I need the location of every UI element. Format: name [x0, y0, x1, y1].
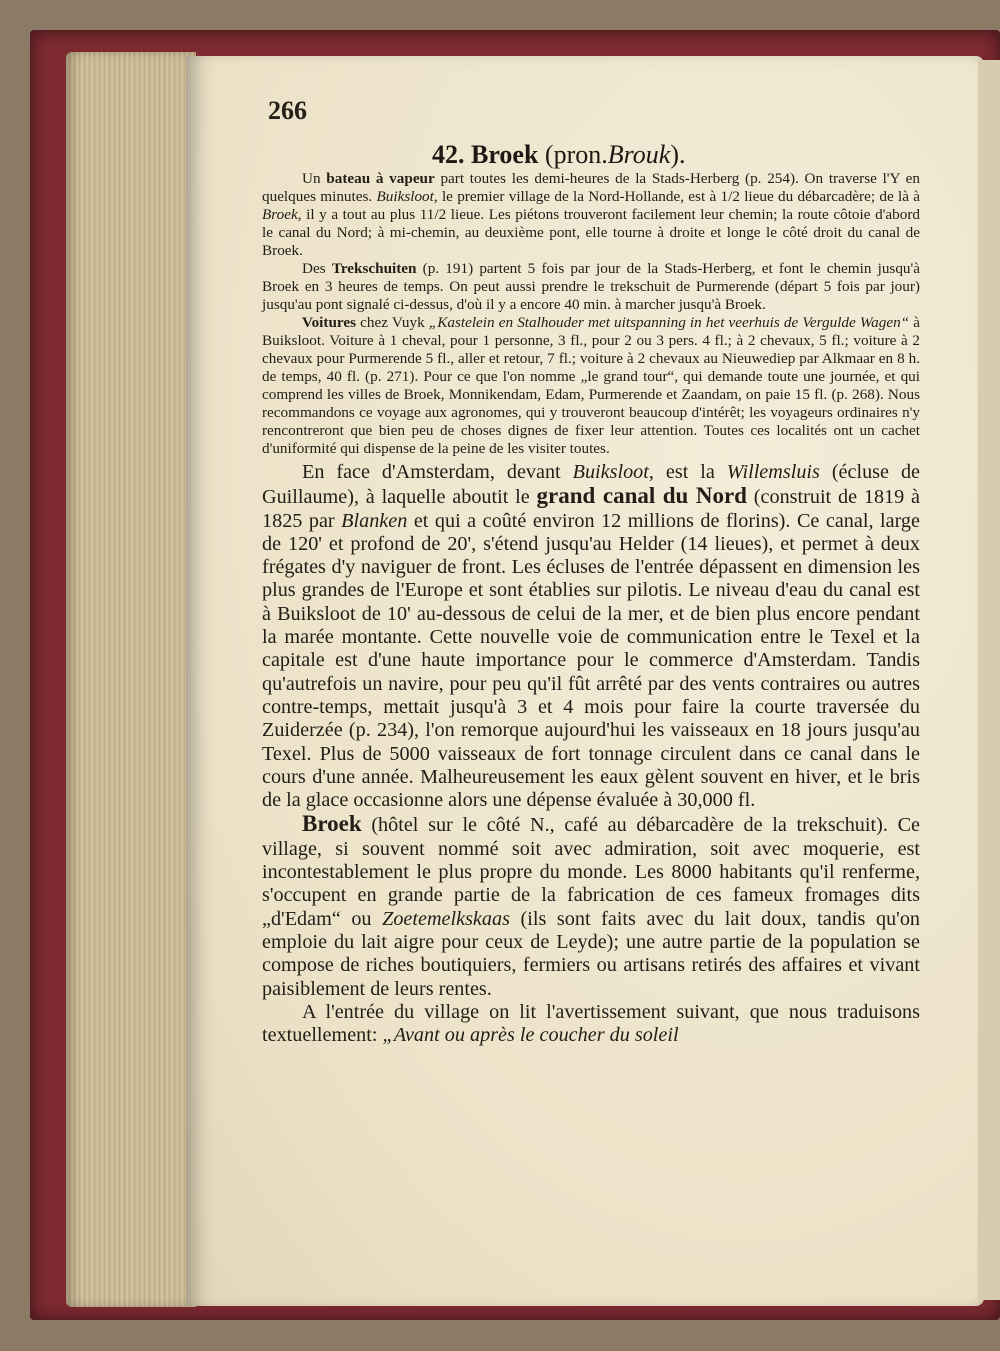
- paragraph-trekschuiten: [262, 260, 920, 314]
- text-run: bateau à vapeur: [326, 170, 435, 187]
- text-run: „Avant ou après le coucher du soleil: [382, 1024, 679, 1047]
- text-run: (écluse de Guillaume), à laquelle aboutit le: [262, 461, 920, 509]
- pron-prefix: (pron.: [544, 140, 608, 169]
- page-text: [262, 170, 920, 1047]
- paragraph-canal: [262, 461, 920, 812]
- text-run: , il y a tout au plus 11/2 lieue. Les piétons trouveront facilement leur chemin; la route côtoie d'abord le canal du Nord; à mi-chemin, au deuxième pont, elle tourne à droite et longe le côté droit du canal de Broek.: [262, 206, 920, 259]
- section-title: [432, 140, 686, 170]
- pronunciation: Brouk: [607, 140, 671, 169]
- text-run: Un: [302, 170, 327, 187]
- text-run: Broek: [262, 206, 298, 223]
- paragraph-avertissement: [262, 1001, 920, 1048]
- text-run: (construit de 1819 à 1825 par: [262, 486, 920, 532]
- pron-suffix: ).: [670, 140, 686, 169]
- page-edges: [66, 52, 196, 1307]
- text-run: Buiksloot: [376, 188, 434, 205]
- section-name: Broek: [471, 140, 539, 169]
- text-run: Buiksloot: [572, 461, 649, 483]
- text-run: Willemsluis: [726, 461, 820, 483]
- text-run: Blanken: [341, 509, 408, 532]
- text-run: A l'entrée du village on lit l'avertissement suivant, que nous traduisons textuellement:: [262, 1000, 920, 1047]
- text-run: grand canal du Nord: [536, 483, 747, 509]
- text-run: et qui a coûté environ 12 millions de florins). Ce canal, large de 120' et profond de 20', s'étend jusqu'au Helder (14 lieues), et permet à deux frégates d'y naviguer de front. Les écluses de l'entrée dépassent en dimension les plus grandes de l'Europe et sont établies sur pilotis. Le niveau d'eau du canal est à Buiksloot de 10' au-dessous de celui de la mer, et de bien plus encore pendant la marée montante. Cette nouvelle voie de communication entre le Texel et la capitale est d'une haute importance pour le commerce d'Amsterdam. Tandis qu'autrefois un navire, pour peu qu'il fût arrêté par des vents contraires ou autres contre-temps, mettait jusqu'à 3 et 4 mois pour faire la courte traversée du Zuiderzée (p. 234), l'on remorque aujourd'hui les vaisseaux en 18 jours jusqu'au Texel. Plus de 5000 vaisseaux de fort tonnage circulent dans ce canal dans le cours d'une année. Malheureusement les eaux gèlent souvent en hiver, et le bris de la glace occasionne alors une dépense évaluée à 30,000 fl.: [262, 509, 920, 812]
- text-run: à Buiksloot. Voiture à 1 cheval, pour 1 personne, 3 fl., pour 2 ou 3 pers. 4 fl.; à 2 chevaux, 5 fl.; voiture à 2 chevaux pour Purmerende 5 fl., aller et retour, 7 fl.; voiture à 2 chevaux au Nieuwediep par Alkmaar en 8 h. de temps, 40 fl. (p. 271). Pour ce que l'on nomme „le grand tour“, qui demande toute une journée, et qui comprend les villes de Broek, Monnikendam, Edam, Purmerende et Zaandam, on paie 15 fl. (p. 268). Nous recommandons ce voyage aux agronomes, qui y trouveront beaucoup d'intérêt; les voyageurs ordinaires n'y rencontreront que bien peu de choses dignes de fixer leur attention. Toutes ces localités ont un cachet d'uniformité qui dispense de la peine de les visiter toutes.: [262, 314, 920, 457]
- text-run: (hôtel sur le côté N., café au débarcadère de la trekschuit). Ce village, si souvent nommé soit avec admiration, soit avec moquerie, est incontestablement le plus propre du monde. Les 8000 habitants qu'il renferme, s'occupent en grande partie de la fabrication de ces fameux fromages dits „d'Edam“ ou: [262, 814, 920, 930]
- text-run: , est la: [648, 461, 727, 483]
- section-number: 42.: [432, 140, 465, 169]
- paragraph-steamboat: [262, 170, 920, 260]
- text-run: part toutes les demi-heures de la Stads-Herberg (p. 254). On traverse l'Y en quelques minutes.: [262, 170, 920, 205]
- paragraph-broek: [262, 812, 920, 1000]
- text-run: chez Vuyk: [356, 314, 429, 331]
- text-run: „Kastelein en Stalhouder met uitspanning in het veerhuis de Vergulde Wagen“: [428, 314, 910, 331]
- text-run: Voitures: [302, 314, 357, 331]
- page-number: 266: [268, 96, 307, 125]
- text-run: Broek: [302, 811, 362, 837]
- text-run: , le premier village de la Nord-Hollande, est à 1/2 lieue du débarcadère; de là à: [433, 188, 921, 205]
- text-run: En face d'Amsterdam, devant: [302, 461, 573, 483]
- text-run: Des: [302, 260, 332, 277]
- text-run: Trekschuiten: [331, 260, 417, 277]
- facing-page-edge: [978, 60, 1000, 1300]
- text-run: (p. 191) partent 5 fois par jour de la Stads-Herberg, et font le chemin jusqu'à Broek en 3 heures de temps. On peut aussi prendre le trekschuit de Purmerende (départ 5 fois par jour) jusqu'au pont signalé ci-dessus, d'où il y a encore 40 min. à marcher jusqu'à Broek.: [262, 260, 920, 313]
- text-run: (ils sont faits avec du lait doux, tandis qu'on emploie du lait aigre pour ceux de Leyde); une autre partie de la population se compose de riches boutiquiers, fermiers ou artisans retirés des affaires et vivant paisiblement de leurs rentes.: [262, 907, 921, 1000]
- text-run: Zoetemelkskaas: [382, 907, 510, 930]
- paragraph-voitures: [262, 314, 920, 458]
